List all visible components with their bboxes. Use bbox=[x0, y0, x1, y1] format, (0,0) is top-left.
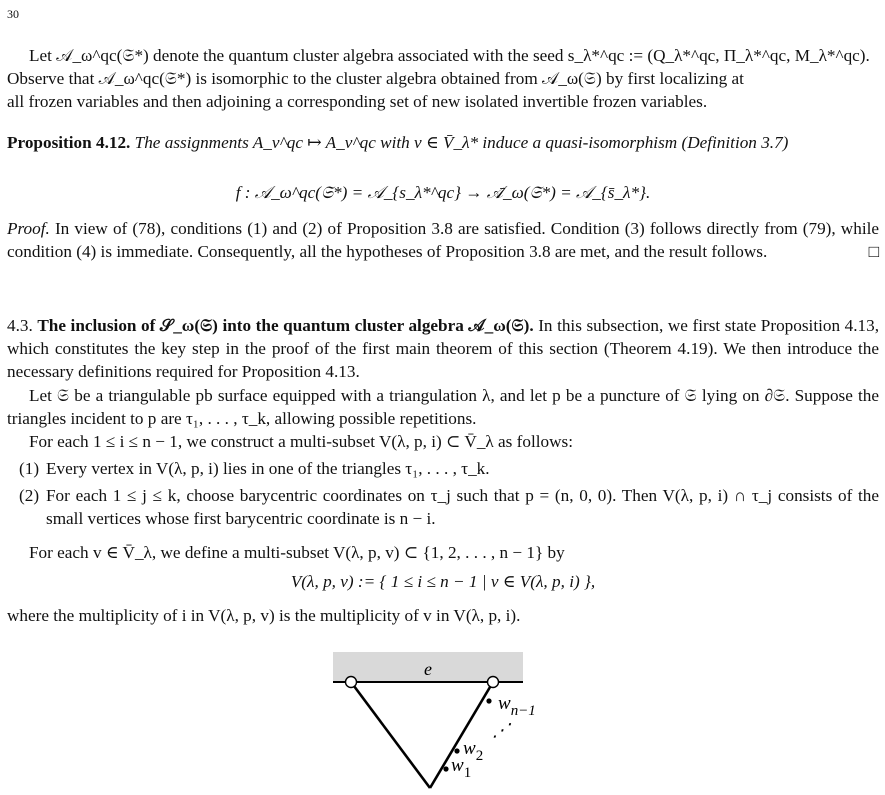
puncture-right bbox=[488, 677, 499, 688]
triangle-left-edge bbox=[351, 682, 430, 788]
construction-list bbox=[7, 457, 879, 530]
para-define bbox=[7, 541, 879, 564]
proof-label: Proof. bbox=[7, 219, 50, 238]
list-item bbox=[7, 484, 879, 530]
proof-text: In view of (78), conditions (1) and (2) of Proposition 3.8 are satisfied. Condition (3) follows directly from (79), while condition (4) is immediate. Consequently, all the hypotheses of Proposition 3.8 are met, and the result follows. bbox=[7, 219, 879, 261]
qed-square: □ bbox=[868, 242, 879, 261]
label-w-n-1: $w_{n-1}$ bbox=[498, 693, 536, 719]
section-number: 4.3. bbox=[7, 316, 33, 335]
intro-line-3: all frozen variables and then adjoining a corresponding set of new isolated invertible frozen variables. bbox=[7, 92, 708, 111]
puncture-left bbox=[346, 677, 357, 688]
para-let bbox=[7, 384, 879, 430]
para-where-text: where the multiplicity of i in V(λ, p, v) is the multiplicity of v in V(λ, p, i). bbox=[7, 606, 521, 625]
para-where bbox=[7, 604, 879, 627]
page-number: 30 bbox=[7, 7, 19, 21]
label-w-1: $w_1$ bbox=[451, 755, 472, 781]
intro-line-2: Observe that 𝒜_ω^qc(𝔖*) is isomorphic to the cluster algebra obtained from 𝒜_ω(𝔖) by first localizing at bbox=[7, 69, 744, 88]
proposition-label: Proposition 4.12. bbox=[7, 133, 131, 152]
list-item bbox=[7, 457, 879, 480]
list-number: (1) bbox=[19, 459, 40, 478]
edge-label-e: e bbox=[424, 659, 432, 679]
dots-label: ⋰ bbox=[492, 720, 510, 740]
intro-line-1: Let 𝒜_ω^qc(𝔖*) denote the quantum cluster algebra associated with the seed s_λ*^qc := (Q_λ*^qc, Π_λ*^qc, M_λ*^qc). bbox=[29, 46, 870, 65]
section-title: The inclusion of 𝒮_ω(𝔖) into the quantum cluster algebra 𝒜_ω(𝔖). bbox=[37, 316, 534, 335]
para-define-text: For each v ∈ V̄_λ, we define a multi-subset V(λ, p, v) ⊂ {1, 2, . . . , n − 1} by bbox=[29, 543, 565, 562]
proposition-4-12 bbox=[7, 131, 879, 154]
list-number: (2) bbox=[19, 486, 40, 505]
vertex-w2 bbox=[454, 748, 459, 753]
para-foreach-text: For each 1 ≤ i ≤ n − 1, we construct a multi-subset V(λ, p, i) ⊂ V̄_λ as follows: bbox=[29, 432, 573, 451]
vertex-w1 bbox=[443, 766, 448, 771]
vertex-wn-1 bbox=[486, 698, 491, 703]
proposition-formula: f : 𝒜_ω^qc(𝔖*) = 𝒜_{s_λ*^qc} → 𝒜̄_ω(𝔖*) = 𝒜_{s̄_λ*}. bbox=[235, 183, 651, 202]
label-w-2: $w_2$ bbox=[463, 738, 484, 764]
list-text: Every vertex in V(λ, p, i) lies in one of the triangles τ₁, . . . , τ_k. bbox=[46, 459, 490, 478]
definition-formula: V(λ, p, v) := { 1 ≤ i ≤ n − 1 | v ∈ V(λ, p, i) }, bbox=[290, 572, 596, 591]
proposition-text: The assignments A_v^qc ↦ A_v^qc with v ∈ V̄_λ* induce a quasi-isomorphism (Definition 3.7) bbox=[134, 133, 789, 152]
section-text: In this subsection, we first state Proposition 4.13, which constitutes the key step in the proof of the first main theorem of this section (Theorem 4.19). We then introduce the necessary definitions required for Proposition 4.13. bbox=[7, 316, 879, 381]
proof-block bbox=[7, 217, 879, 263]
para-foreach bbox=[7, 430, 879, 453]
triangle-figure bbox=[320, 648, 560, 793]
para-let-text: Let 𝔖 be a triangulable pb surface equipped with a triangulation λ, and let p be a puncture of 𝔖 lying on ∂𝔖. Suppose the triangles incident to p are τ₁, . . . , τ_k, allowing possible repetitions. bbox=[7, 386, 879, 428]
list-text: For each 1 ≤ j ≤ k, choose barycentric coordinates on τ_j such that p = (n, 0, 0). Then V(λ, p, i) ∩ τ_j consists of the small vertices whose first barycentric coordinate is n − i. bbox=[46, 486, 879, 528]
section-4-3 bbox=[7, 314, 879, 383]
intro-paragraph bbox=[7, 44, 879, 113]
